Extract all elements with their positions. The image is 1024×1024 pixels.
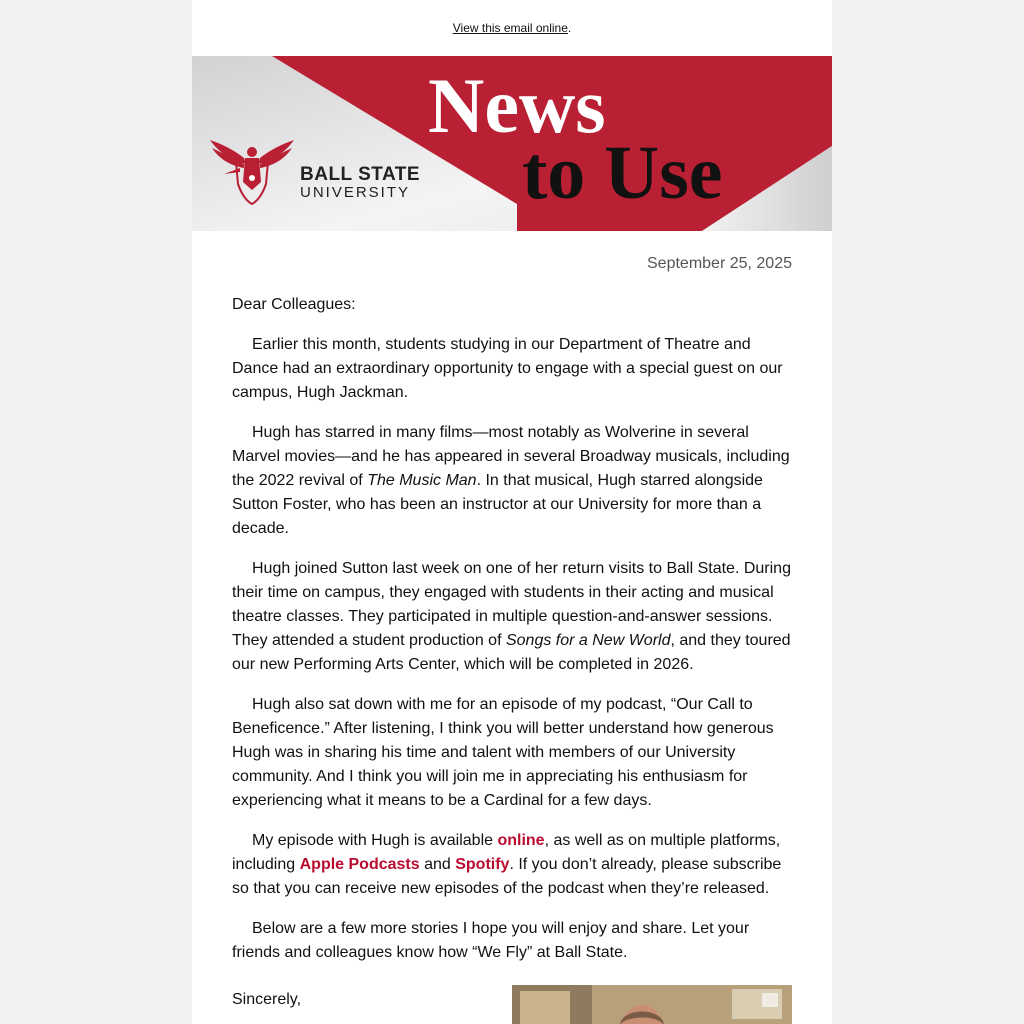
sign-off: Sincerely, bbox=[232, 991, 302, 1008]
paragraph-1: Earlier this month, students studying in our Department of Theatre and Dance had an extraordinary opportunity to engage with a special guest on our campus, Hugh Jackman. bbox=[232, 336, 783, 401]
paragraph-3-text-a: Hugh joined Sutton last week on one of her return visits to Ball State. During their time on campus, they engaged with students in their acting and musical theatre classes. They participated in multiple question-and-answer sessions. They attended a student production of bbox=[232, 560, 791, 649]
paragraph-4: Hugh also sat down with me for an episode of my podcast, “Our Call to Beneficence.” After listening, I think you will better understand how generous Hugh was in sharing his time and talent with members of our University community. And I think you will join me in appreciating his enthusiasm for experiencing what it means to be a Cardinal for a few days. bbox=[232, 696, 774, 809]
paragraph-2 bbox=[232, 421, 792, 541]
paragraph-2-text-a: Hugh has starred in many films—most notably as Wolverine in several Marvel movies—and he has appeared in several Broadway musicals, including the 2022 revival of bbox=[232, 424, 790, 489]
photo-graphic bbox=[512, 985, 792, 1024]
paragraph-5-text-a: My episode with Hugh is available bbox=[252, 832, 498, 849]
view-online-suffix: . bbox=[567, 21, 572, 35]
podcast-online-link[interactable]: online bbox=[497, 832, 545, 849]
view-online-link[interactable]: View this email online bbox=[452, 21, 568, 35]
songs-title: Songs for a New World bbox=[505, 632, 671, 649]
letter-date: September 25, 2025 bbox=[647, 255, 792, 272]
brand-name-line2: UNIVERSITY bbox=[300, 184, 411, 201]
banner-title-news: News bbox=[428, 62, 606, 149]
letter-greeting: Dear Colleagues: bbox=[232, 296, 356, 313]
letter-body bbox=[192, 255, 832, 1024]
photo-window bbox=[762, 993, 778, 1007]
paragraph-5-text-d: . If you don’t already, please subscribe so that you can receive new episodes of the podcast when they’re released. bbox=[232, 856, 782, 897]
paragraph-3-text-b: , and they toured our new Performing Arts Center, which will be completed in 2026. bbox=[232, 632, 791, 673]
spotify-link[interactable]: Spotify bbox=[455, 856, 510, 873]
topbar bbox=[192, 0, 832, 56]
paragraph-5 bbox=[232, 829, 792, 901]
paragraph-6: Below are a few more stories I hope you will enjoy and share. Let your friends and colleagues know how “We Fly” at Ball State. bbox=[232, 920, 750, 961]
president-photo bbox=[512, 985, 792, 1024]
paragraph-3 bbox=[232, 557, 792, 677]
email-container bbox=[192, 0, 832, 1024]
news-to-use-banner bbox=[192, 56, 832, 231]
paragraph-2-text-b: . In that musical, Hugh starred alongside Sutton Foster, who has been an instructor at our University for more than a decade. bbox=[232, 472, 763, 537]
closing-section bbox=[232, 981, 792, 1024]
banner-title-to-use: to Use bbox=[522, 131, 723, 215]
paragraph-5-text-c: and bbox=[419, 856, 456, 873]
paragraph-5-text-b: , as well as on multiple platforms, including bbox=[232, 832, 781, 873]
apple-podcasts-link[interactable]: Apple Podcasts bbox=[299, 856, 420, 873]
banner-graphic bbox=[192, 56, 832, 231]
music-man-title: The Music Man bbox=[367, 472, 477, 489]
photo-frame-left bbox=[520, 991, 570, 1024]
brand-name-line1: BALL STATE bbox=[300, 164, 421, 185]
